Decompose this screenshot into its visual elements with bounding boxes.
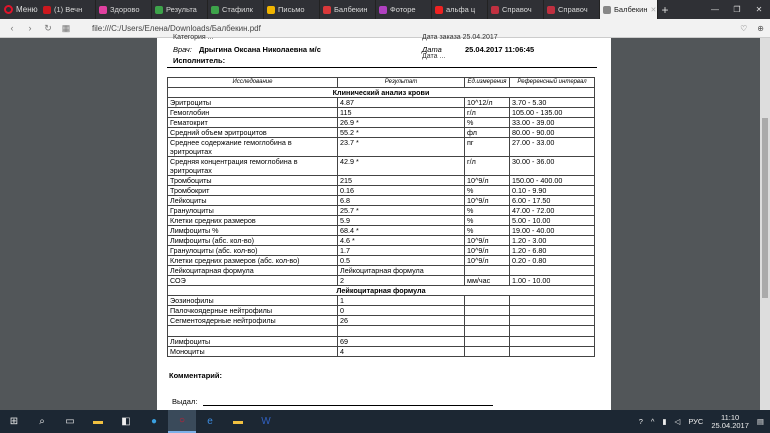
reload-icon[interactable]: ↻ [44,22,52,33]
col-header: Референсный интервал [510,78,595,88]
table-cell [510,296,595,306]
clock-date: 25.04.2017 [711,420,749,430]
table-cell [465,296,510,306]
tab-label: Фоторе [390,5,416,14]
table-cell: 4.87 [338,98,465,108]
table-cell: 105.00 - 135.00 [510,108,595,118]
table-cell: 3.70 - 5.30 [510,98,595,108]
comment-label: Комментарий: [169,371,223,380]
speed-dial-icon[interactable]: ▦ [61,22,71,33]
browser-tab[interactable] [152,0,208,19]
tab-label: альфа ц [446,5,476,14]
cut-date-2: Дата ... [422,53,446,60]
task-view-icon[interactable]: ▭ [65,416,75,427]
table-cell: 0.10 - 9.90 [510,186,595,196]
table-cell: 55.2 * [338,128,465,138]
tab-favicon-icon [547,6,555,14]
table-row [168,186,595,196]
table-cell: % [465,226,510,236]
table-row [168,347,595,357]
table-cell: 1.20 - 6.80 [510,246,595,256]
file-explorer-icon[interactable]: ▬ [93,416,103,427]
table-row [168,196,595,206]
opera-taskbar-icon[interactable]: ○ [168,410,196,433]
tab-close-icon[interactable]: ✕ [650,6,657,14]
tab-label: Балбекин [334,5,368,14]
table-cell: 42.9 * [338,157,465,176]
store-icon[interactable]: ◧ [121,416,131,427]
table-cell [465,306,510,316]
table-cell [510,306,595,316]
table-cell: 1 [338,296,465,306]
table-cell: 26.9 * [338,118,465,128]
table-row [168,176,595,186]
table-cell [510,326,595,337]
table-cell: 0.5 [338,256,465,266]
col-header: Результат [338,78,465,88]
table-cell: г/л [465,157,510,176]
volume-icon[interactable]: ◁ [674,417,681,426]
menu-label: Меню [16,5,38,14]
table-row [168,337,595,347]
table-cell: % [465,186,510,196]
windows-start-icon[interactable]: ⊞ [9,416,19,427]
table-cell: Гранулоциты [168,206,338,216]
address-bar [0,19,770,38]
browser-tab[interactable] [96,0,152,19]
table-row [168,246,595,256]
table-cell [510,337,595,347]
results-table [167,77,595,357]
section-title: Клинический анализ крови [168,88,595,98]
table-cell [465,316,510,326]
table-cell: 33.00 - 39.00 [510,118,595,128]
table-cell [465,347,510,357]
table-cell: 69 [338,337,465,347]
pdf-page [157,34,611,410]
close-button[interactable]: ✕ [755,5,763,14]
table-cell [338,326,465,337]
explorer-icon[interactable]: ▬ [233,416,243,427]
table-cell: Гранулоциты (абс. кол-во) [168,246,338,256]
table-row [168,98,595,108]
table-cell: Средняя концентрация гемоглобина в эритроцитах [168,157,338,176]
table-cell: 0 [338,306,465,316]
tab-favicon-icon [491,6,499,14]
clock[interactable] [711,414,749,430]
network-icon[interactable]: ▮ [662,417,667,426]
browser-tab[interactable] [264,0,320,19]
tab-favicon-icon [267,6,275,14]
tab-label: Справоч [558,5,588,14]
browser-tab[interactable] [488,0,544,19]
table-cell: 2 [338,276,465,286]
table-cell: 215 [338,176,465,186]
date-label: Дата [422,45,442,54]
doctor-label: Врач: [173,45,192,54]
table-cell: Тромбокрит [168,186,338,196]
clock-time: 11:10 [721,412,740,422]
table-cell [510,266,595,276]
table-cell: Эритроциты [168,98,338,108]
table-cell: пг [465,138,510,157]
tray-arrow-icon[interactable]: ^ [650,417,655,426]
table-row [168,157,595,176]
taskbar [0,410,770,433]
browser-tab[interactable] [376,0,432,19]
table-cell: 1.7 [338,246,465,256]
table-cell: 68.4 * [338,226,465,236]
table-cell: 1.20 - 3.00 [510,236,595,246]
table-row [168,326,595,337]
opera-menu-button[interactable] [0,0,40,19]
browser-tab[interactable] [320,0,376,19]
table-header-row [168,78,595,88]
table-cell: 6.8 [338,196,465,206]
table-cell: % [465,118,510,128]
table-cell: 26 [338,316,465,326]
tab-label: Стафилк [222,5,253,14]
table-row [168,226,595,236]
opera-logo-icon [4,5,13,14]
issued-line [172,397,493,406]
table-row [168,276,595,286]
table-row [168,138,595,157]
pdf-viewer[interactable] [0,34,770,410]
table-cell: 0.20 - 0.80 [510,256,595,266]
table-cell: Сегментоядерные нейтрофилы [168,316,338,326]
table-cell: Лейкоцитарная формула [338,266,465,276]
table-cell: Гемоглобин [168,108,338,118]
table-row [168,206,595,216]
table-cell: 4 [338,347,465,357]
section-title: Лейкоцитарная формула [168,286,595,296]
table-cell: % [465,206,510,216]
tab-favicon-icon [603,6,611,14]
table-cell: Лейкоцитарная формула [168,266,338,276]
new-tab-button[interactable]: + [661,2,669,17]
cut-text-left: Категория ... [173,34,214,41]
report-header [167,34,597,78]
table-cell: 10^9/л [465,246,510,256]
url-field[interactable]: file:///C:/Users/Елена/Downloads/Балбекин.pdf [92,23,261,33]
browser-tab[interactable] [208,0,264,19]
table-cell: Палочкоядерные нейтрофилы [168,306,338,316]
table-cell [465,337,510,347]
tab-bar [0,0,770,19]
tab-favicon-icon [211,6,219,14]
table-cell: Эозинофилы [168,296,338,306]
scrollbar-thumb[interactable] [762,118,768,298]
table-row [168,306,595,316]
table-cell: 1.00 - 10.00 [510,276,595,286]
scrollbar[interactable] [760,38,770,410]
search-icon[interactable]: ⌕ [39,416,45,427]
browser-tab[interactable] [600,0,658,19]
table-cell: Моноциты [168,347,338,357]
table-row [168,256,595,266]
date-value: 25.04.2017 11:06:45 [465,45,535,54]
table-cell: 27.00 - 33.00 [510,138,595,157]
section-row [168,88,595,98]
table-cell: Тромбоциты [168,176,338,186]
table-cell: 80.00 - 90.00 [510,128,595,138]
table-cell: 4.6 * [338,236,465,246]
table-cell: Лимфоциты [168,337,338,347]
back-arrow-icon[interactable]: ‹ [10,23,14,33]
table-row [168,236,595,246]
table-cell [510,316,595,326]
table-cell: 5.00 - 10.00 [510,216,595,226]
table-cell: Лейкоциты [168,196,338,206]
heart-icon[interactable]: ♡ [740,23,748,33]
table-row [168,296,595,306]
table-cell: СОЭ [168,276,338,286]
table-cell: 150.00 - 400.00 [510,176,595,186]
doctor-value: Дрыгина Оксана Николаевна м/с [199,45,321,54]
tab-label: Письмо [278,5,305,14]
section-row [168,286,595,296]
tab-favicon-icon [155,6,163,14]
help-icon[interactable]: ? [638,417,643,426]
table-cell: 25.7 * [338,206,465,216]
table-cell: 19.00 - 40.00 [510,226,595,236]
table-cell [510,347,595,357]
table-cell: 10^9/л [465,196,510,206]
browser-tab[interactable] [432,0,488,19]
header-divider [167,67,597,68]
notifications-icon[interactable]: ▤ [756,417,764,426]
browser-tab[interactable] [40,0,96,19]
executor-label: Исполнитель: [173,56,226,65]
table-row [168,316,595,326]
table-cell [465,266,510,276]
tab-label: Справоч [502,5,532,14]
forward-arrow-icon[interactable]: › [28,23,32,33]
table-row [168,128,595,138]
tab-label: Здорово [110,5,140,14]
cut-text-right: Дата заказа 25.04.2017 [422,34,498,41]
col-header: Ед.измерения [465,78,510,88]
table-row [168,216,595,226]
table-cell: 10^12/л [465,98,510,108]
table-cell: 5.9 [338,216,465,226]
table-row [168,108,595,118]
tab-label: (1) Вечн [54,5,83,14]
issued-label: Выдал: [172,397,198,406]
signature-line [203,405,493,406]
table-cell: Средний объем эритроцитов [168,128,338,138]
table-cell: Среднее содержание гемоглобина в эритроцитах [168,138,338,157]
table-cell: Гематокрит [168,118,338,128]
table-cell: 10^9/л [465,236,510,246]
table-row [168,266,595,276]
table-cell: 30.00 - 36.00 [510,157,595,176]
edge-icon[interactable]: e [207,416,213,427]
table-row [168,118,595,128]
word-icon[interactable]: W [261,416,271,427]
language-indicator[interactable]: РУС [688,417,704,426]
tab-favicon-icon [435,6,443,14]
tab-label: Балбекин [614,5,648,14]
table-cell: фл [465,128,510,138]
table-cell: 6.00 - 17.50 [510,196,595,206]
tabs-container [40,0,658,19]
browser-tab[interactable] [544,0,600,19]
table-cell: 10^9/л [465,256,510,266]
col-header: Исследование [168,78,338,88]
tab-label: Результа [166,5,197,14]
table-cell [168,326,338,337]
table-cell: 47.00 - 72.00 [510,206,595,216]
skype-icon[interactable]: ● [150,416,158,427]
table-cell: г/л [465,108,510,118]
tab-favicon-icon [99,6,107,14]
table-cell: 10^9/л [465,176,510,186]
tab-favicon-icon [379,6,387,14]
table-cell: 0.16 [338,186,465,196]
tab-favicon-icon [323,6,331,14]
table-cell: Лимфоциты (абс. кол-во) [168,236,338,246]
system-tray [639,414,770,430]
table-cell: Клетки средних размеров [168,216,338,226]
minimize-button[interactable]: — [711,5,719,14]
table-cell: Лимфоциты % [168,226,338,236]
table-cell: % [465,216,510,226]
table-cell: Клетки средних размеров (абс. кол-во) [168,256,338,266]
window-controls [704,0,770,19]
table-cell: 23.7 * [338,138,465,157]
maximize-button[interactable]: ❐ [733,5,741,14]
table-cell: мм/час [465,276,510,286]
download-icon[interactable]: ⊕ [757,23,764,33]
table-cell [465,326,510,337]
table-cell: 115 [338,108,465,118]
tab-favicon-icon [43,6,51,14]
